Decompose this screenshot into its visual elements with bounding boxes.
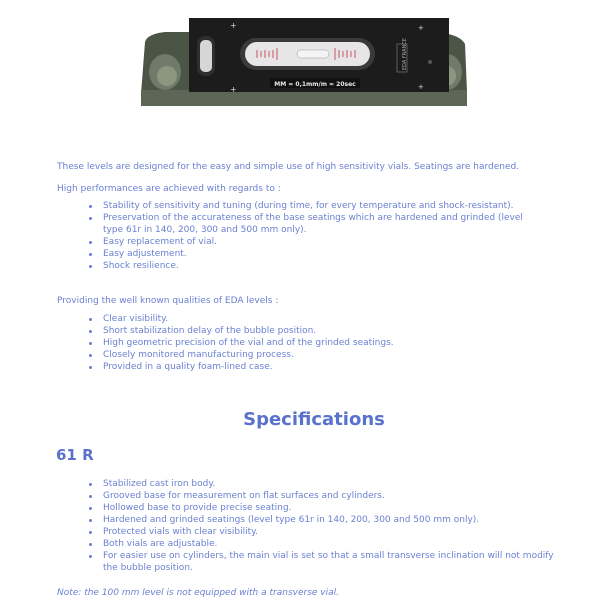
list-item: Grooved base for measurement on flat surfaces and cylinders. — [85, 490, 565, 502]
qualities-heading: Providing the well known qualities of EDA levels : — [57, 296, 279, 306]
list-item: Both vials are adjustable. — [85, 538, 565, 550]
list-item: Stabilized cast iron body. — [85, 478, 565, 490]
note-text: Note: the 100 mm level is not equipped with a transverse vial. — [57, 588, 339, 598]
list-item: Hollowed base to provide precise seating. — [85, 502, 565, 514]
qualities-list — [85, 313, 545, 373]
specifications-list — [85, 478, 565, 574]
list-item: Closely monitored manufacturing process. — [85, 349, 545, 361]
svg-text:MM = 0,1mm/m = 20sec: MM = 0,1mm/m = 20sec — [274, 81, 356, 88]
list-item: Provided in a quality foam-lined case. — [85, 361, 545, 373]
list-item: High geometric precision of the vial and of the grinded seatings. — [85, 337, 545, 349]
svg-text:+: + — [418, 24, 424, 32]
list-item: Easy replacement of vial. — [85, 236, 545, 248]
product-image — [135, 14, 471, 112]
list-item: Hardened and grinded seatings (level type 61r in 140, 200, 300 and 500 mm only). — [85, 514, 565, 526]
svg-text:+: + — [230, 85, 237, 94]
model-title: 61 R — [56, 446, 94, 464]
list-item: For easier use on cylinders, the main vial is set so that a small transverse inclination will not modify the bubble position. — [85, 550, 565, 574]
specifications-title: Specifications — [243, 409, 385, 430]
svg-text:EDA FRANCE: EDA FRANCE — [402, 38, 408, 70]
list-item: Easy adjustement. — [85, 248, 545, 260]
list-item: Stability of sensitivity and tuning (during time, for every temperature and shock-resistant). — [85, 200, 545, 212]
intro-paragraph: These levels are designed for the easy and simple use of high sensitivity vials. Seatings are hardened. — [57, 162, 520, 172]
list-item: Shock resilience. — [85, 260, 545, 272]
svg-text:+: + — [230, 21, 237, 30]
list-item: Clear visibility. — [85, 313, 545, 325]
level-illustration — [135, 14, 471, 112]
list-item: Preservation of the accurateness of the base seatings which are hardened and grinded (level type 61r in 140, 200, 300 and 500 mm only). — [85, 212, 545, 236]
svg-text:+: + — [418, 83, 424, 91]
performance-heading: High performances are achieved with regards to : — [57, 184, 281, 194]
list-item: Protected vials with clear visibility. — [85, 526, 565, 538]
list-item: Short stabilization delay of the bubble position. — [85, 325, 545, 337]
performance-list — [85, 200, 545, 272]
